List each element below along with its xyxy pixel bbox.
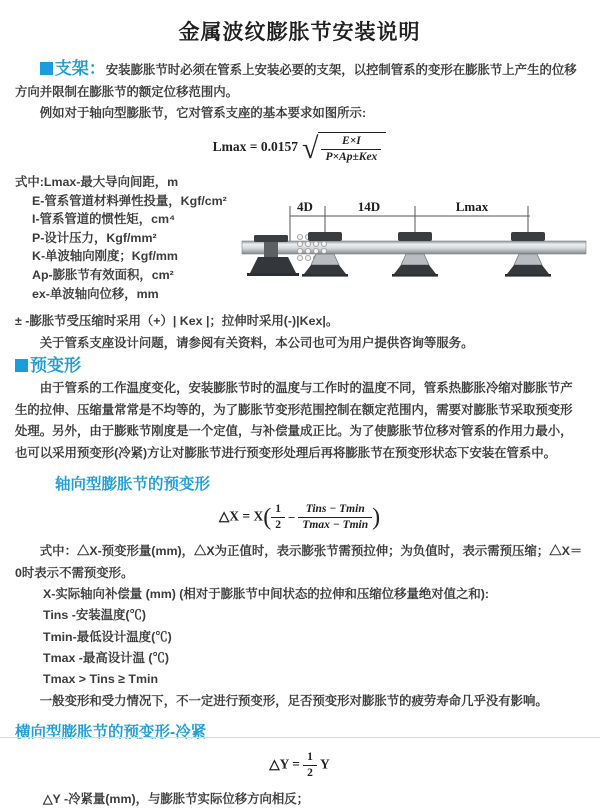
support-example-paragraph: 例如对于轴向型膨胀节，它对管系支座的基本要求如图所示: xyxy=(39,106,367,120)
axial-formula-lhs: △X = X xyxy=(218,508,264,524)
pipe-guide xyxy=(302,232,348,277)
pipe-support-diagram xyxy=(238,195,590,295)
axial-note: 一般变形和受力情况下，不一定进行预变形，足否预变形对膨胀节的疲劳寿命几乎没有影响。 xyxy=(39,693,548,708)
axial-note: Tmax > Tins ≥ Tmin xyxy=(43,672,159,687)
temperature-fraction xyxy=(298,503,372,532)
dim-label-4d: 4D xyxy=(297,198,313,214)
one-half-fraction xyxy=(303,751,317,780)
close-paren: ) xyxy=(372,504,381,531)
section-square-icon xyxy=(40,62,53,75)
axial-note: Tmin-最低设计温度(℃) xyxy=(43,629,172,644)
definition-line: P-设计压力，Kgf/mm² xyxy=(32,230,157,245)
axial-note: 式中：△X-预变形量(mm)，△X为正值时，表示膨张节需预拉伸；为负值时，表示需预压缩；△X＝0时表示不需预变形。 xyxy=(15,544,583,580)
minus-operator: − xyxy=(287,509,296,525)
fraction-denominator: 2 xyxy=(307,767,313,780)
lateral-formula-rhs: Y xyxy=(319,756,330,772)
fraction-numerator: 1 xyxy=(303,751,317,766)
page-title: 金属波纹膨胀节安装说明 xyxy=(178,21,421,44)
dim-label-lmax: Lmax xyxy=(455,198,489,214)
predeform-heading-label: 预变形 xyxy=(30,355,81,375)
definitions-and-diagram xyxy=(15,173,584,307)
lateral-subheading: 横向型膨胀节的预变形-冷紧 xyxy=(15,723,207,741)
axial-note: Tmax -最高设计温 (℃) xyxy=(43,650,169,665)
axial-formula xyxy=(15,503,584,532)
open-paren: ( xyxy=(263,504,272,531)
fraction-numerator: Tins − Tmin xyxy=(298,503,372,518)
lateral-note: △Y -冷紧量(mm)，与膨胀节实际位移方向相反； xyxy=(43,792,310,807)
support-intro-paragraph xyxy=(15,58,584,103)
definition-line: 式中:Lmax-最大导向间距，m xyxy=(15,174,179,189)
definition-line: ex-单波轴向位移，mm xyxy=(32,286,159,301)
predeform-paragraph: 由于管系的工作温度变化，安装膨胀节时的温度与工作时的温度不同，管系热膨胀冷缩对膨胀节产生的拉伸、压缩量常常是不均等的，为了膨胀节变形范围控制在额定范围内，需要对膨胀节采取预变形处理。另外，由于膨账节刚度是一个定值，与补偿量成正比。为了使膨胀节位移对管系的作用力最小，也可以采用预变形(冷紧)方让对膨胀节进行预变形处理后再将膨胀节在预变形状态下安装在管系中。 xyxy=(15,381,573,460)
section-square-icon xyxy=(15,359,28,372)
definition-line: E-管系管道材料弹性投量，Kgf/cm² xyxy=(32,193,227,208)
definition-line: K-单波轴向刚度；Kgf/mm xyxy=(32,249,178,264)
lateral-formula-lhs: △Y = xyxy=(269,756,300,772)
axial-note: Tins -安装温度(℃) xyxy=(43,608,147,623)
radical-sign-icon: √ xyxy=(302,132,319,166)
fraction-denominator: Tmax − Tmin xyxy=(302,519,369,532)
pipe xyxy=(242,241,586,254)
plus-minus-note: ± -膨胀节受压缩时采用（+）| Kex |；拉伸时采用(-)|Kex|。 xyxy=(15,313,339,328)
axial-note: X-实际轴向补偿量 (mm) (相对于膨胀节中间状态的拉伸和压缩位移量绝对值之和): xyxy=(43,587,490,602)
support-heading-label: 支架： xyxy=(54,59,106,78)
lmax-formula-prefix: Lmax = 0.0157 xyxy=(212,138,298,154)
pipe-guide xyxy=(505,232,551,277)
service-note: 关于管系支座设计问题，请参阅有关资料，本公司也可为用户提供咨询等服务。 xyxy=(39,335,474,350)
definition-line: I-管系管道的惯性矩，cm⁴ xyxy=(32,212,176,227)
lmax-formula-denominator: P×Ap±Kex xyxy=(325,150,378,163)
support-intro-text: 安装膨胀节时必须在管系上安装必要的支架，以控制管系的变形在膨胀节上产生的位移方向并限制在膨胀节的额定位移范围内。 xyxy=(15,63,577,99)
one-half-fraction xyxy=(271,503,285,532)
lmax-formula xyxy=(15,132,584,164)
sqrt-radical xyxy=(302,132,386,164)
definition-line: Ap-膨胀节有效面积，cm² xyxy=(32,267,174,282)
fraction-numerator: 1 xyxy=(271,503,285,518)
pipe-guide xyxy=(392,232,438,277)
dim-label-14d: 14D xyxy=(357,198,381,214)
predeform-section-heading xyxy=(15,355,584,379)
support-section-heading xyxy=(40,59,106,78)
fraction-denominator: 2 xyxy=(275,519,281,532)
lateral-formula xyxy=(15,751,584,780)
lmax-formula-numerator: E×I xyxy=(321,135,381,150)
axial-subheading: 轴向型膨胀节的预变形 xyxy=(55,476,211,494)
